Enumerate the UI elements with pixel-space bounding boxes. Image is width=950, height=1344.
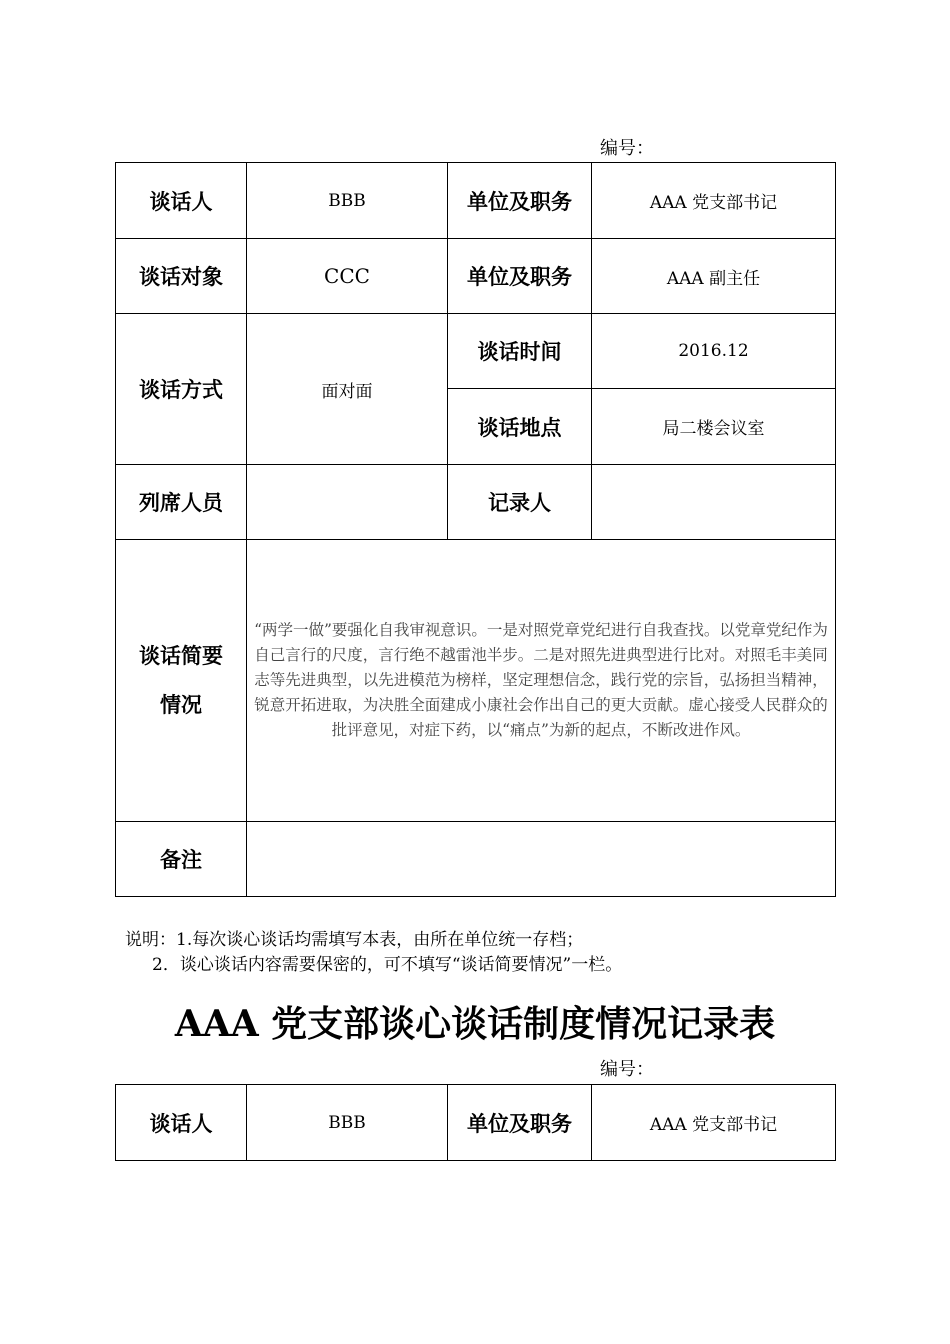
note-line-2: 2．谈心谈话内容需要保密的，可不填写“谈话简要情况”一栏。 (152, 955, 623, 975)
unit-position-label: 单位及职务 (448, 239, 592, 314)
table-row (116, 822, 836, 897)
record-number-label: 编号： (600, 1059, 654, 1080)
attendees-label: 列席人员 (116, 465, 247, 540)
recorder-value (592, 465, 836, 540)
summary-label-line2: 情况 (160, 692, 202, 717)
unit-position-label: 单位及职务 (448, 1085, 592, 1161)
target-label: 谈话对象 (116, 239, 247, 314)
target-unit-value: AAA 副主任 (592, 239, 836, 314)
attendees-value (247, 465, 448, 540)
talk-record-table-2 (115, 1084, 836, 1161)
remark-value (247, 822, 836, 897)
table-row (116, 163, 836, 239)
table-row (116, 314, 836, 389)
talker-value: BBB (247, 163, 448, 239)
method-value: 面对面 (247, 314, 448, 465)
record-number-label: 编号： (600, 138, 654, 159)
table-row (116, 1085, 836, 1161)
table-row (116, 540, 836, 822)
talker-label: 谈话人 (116, 163, 247, 239)
unit-position-label: 单位及职务 (448, 163, 592, 239)
summary-label-line1: 谈话简要 (139, 643, 223, 668)
talker-unit-value: AAA 党支部书记 (592, 163, 836, 239)
table-row (116, 239, 836, 314)
summary-label (116, 540, 247, 822)
table-row (116, 465, 836, 540)
summary-value: “两学一做”要强化自我审视意识。一是对照党章党纪进行自我查找。以党章党纪作为自己言行的尺度，言行绝不越雷池半步。二是对照先进典型进行比对。对照毛丰美同志等先进典型，以先进模范为榜样，坚定理想信念，践行党的宗旨，弘扬担当精神，锐意开拓进取，为决胜全面建成小康社会作出自己的更大贡献。虚心接受人民群众的批评意见，对症下药，以“痛点”为新的起点，不断改进作风。 (247, 540, 836, 822)
time-label: 谈话时间 (448, 314, 592, 389)
talk-record-table (115, 162, 836, 897)
talker-unit-value: AAA 党支部书记 (592, 1085, 836, 1161)
time-value: 2016.12 (592, 314, 836, 389)
method-label: 谈话方式 (116, 314, 247, 465)
place-label: 谈话地点 (448, 389, 592, 465)
talker-label: 谈话人 (116, 1085, 247, 1161)
recorder-label: 记录人 (448, 465, 592, 540)
note-line-1: 说明：1.每次谈心谈话均需填写本表，由所在单位统一存档； (125, 930, 584, 950)
talker-value: BBB (247, 1085, 448, 1161)
remark-label: 备注 (116, 822, 247, 897)
page-title: AAA 党支部谈心谈话制度情况记录表 (174, 1003, 776, 1045)
target-value: CCC (247, 239, 448, 314)
place-value: 局二楼会议室 (592, 389, 836, 465)
